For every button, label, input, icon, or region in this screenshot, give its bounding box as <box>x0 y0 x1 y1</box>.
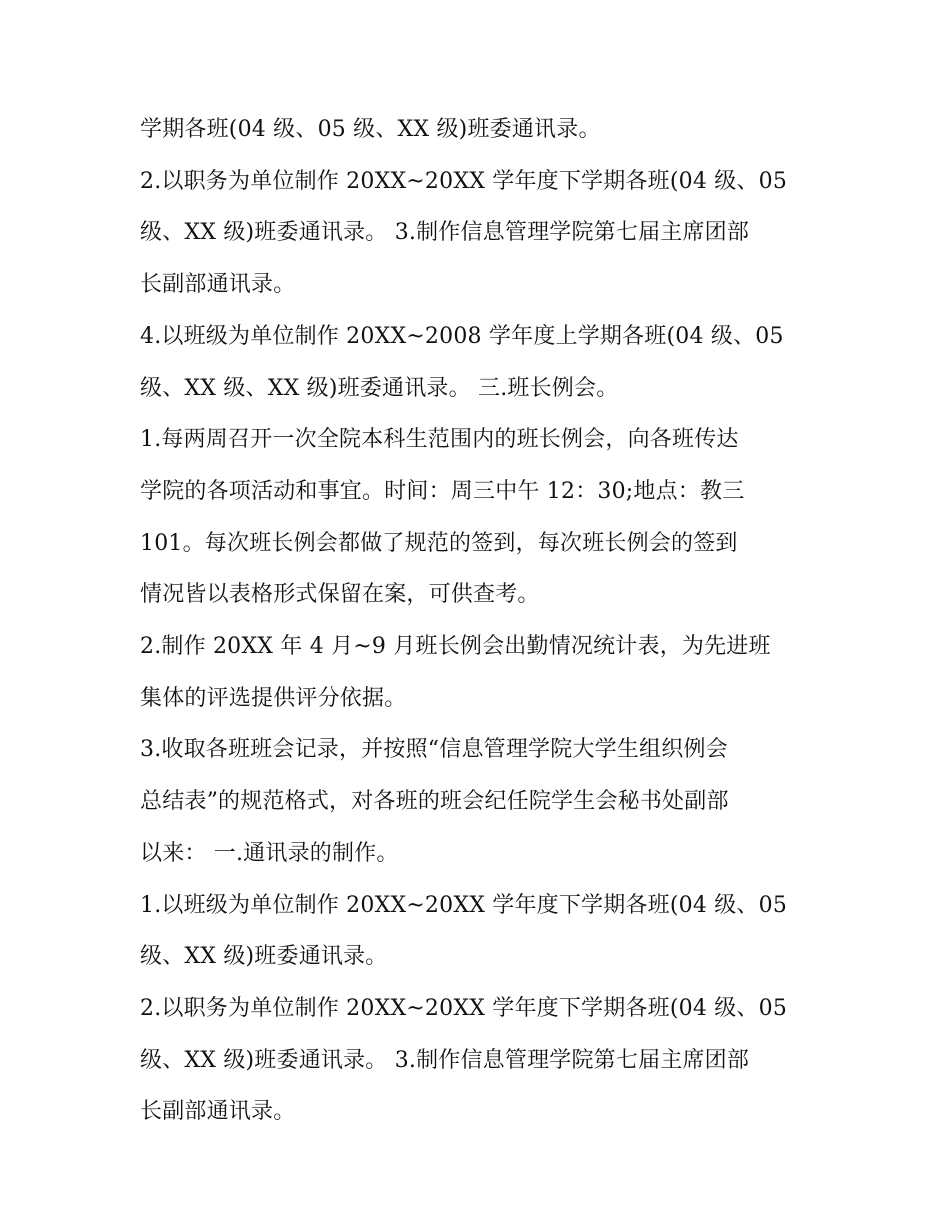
text-line: 2.以职务为单位制作 20XX~20XX 学年度下学期各班(04 级、05 <box>140 168 788 194</box>
text-line: 4.以班级为单位制作 20XX~2008 学年度上学期各班(04 级、05 <box>140 323 784 349</box>
text-line: 级、XX 级)班委通讯录。 <box>140 944 388 970</box>
text-line: 101。每次班长例会都做了规范的签到，每次班长例会的签到 <box>140 530 738 556</box>
text-line: 长副部通讯录。 <box>140 272 296 298</box>
text-line: 以来： 一.通讯录的制作。 <box>140 840 399 866</box>
text-line: 总结表”的规范格式，对各班的班会纪任院学生会秘书处副部 <box>140 789 729 815</box>
text-line: 学期各班(04 级、05 级、XX 级)班委通讯录。 <box>140 117 601 142</box>
text-line: 级、XX 级)班委通讯录。 3.制作信息管理学院第七届主席团部 <box>140 220 750 246</box>
text-line: 2.以职务为单位制作 20XX~20XX 学年度下学期各班(04 级、05 <box>140 995 788 1021</box>
text-line: 情况皆以表格形式保留在案，可供查考。 <box>140 582 540 608</box>
text-line: 级、XX 级、XX 级)班委通讯录。 三.班长例会。 <box>140 375 619 401</box>
text-line: 1.每两周召开一次全院本科生范围内的班长例会，向各班传达 <box>140 427 739 453</box>
text-line: 学院的各项活动和事宜。时间：周三中午 12：30;地点：教三 <box>140 478 745 504</box>
text-line: 3.收取各班班会记录，并按照“信息管理学院大学生组织例会 <box>140 737 728 763</box>
text-line: 长副部通讯录。 <box>140 1099 296 1125</box>
text-line: 级、XX 级)班委通讯录。 3.制作信息管理学院第七届主席团部 <box>140 1047 750 1073</box>
document-body <box>140 104 808 1138</box>
text-line: 1.以班级为单位制作 20XX~20XX 学年度下学期各班(04 级、05 <box>140 892 788 918</box>
text-line: 集体的评选提供评分依据。 <box>140 685 407 711</box>
text-line: 2.制作 20XX 年 4 月~9 月班长例会出勤情况统计表，为先进班 <box>140 634 771 660</box>
